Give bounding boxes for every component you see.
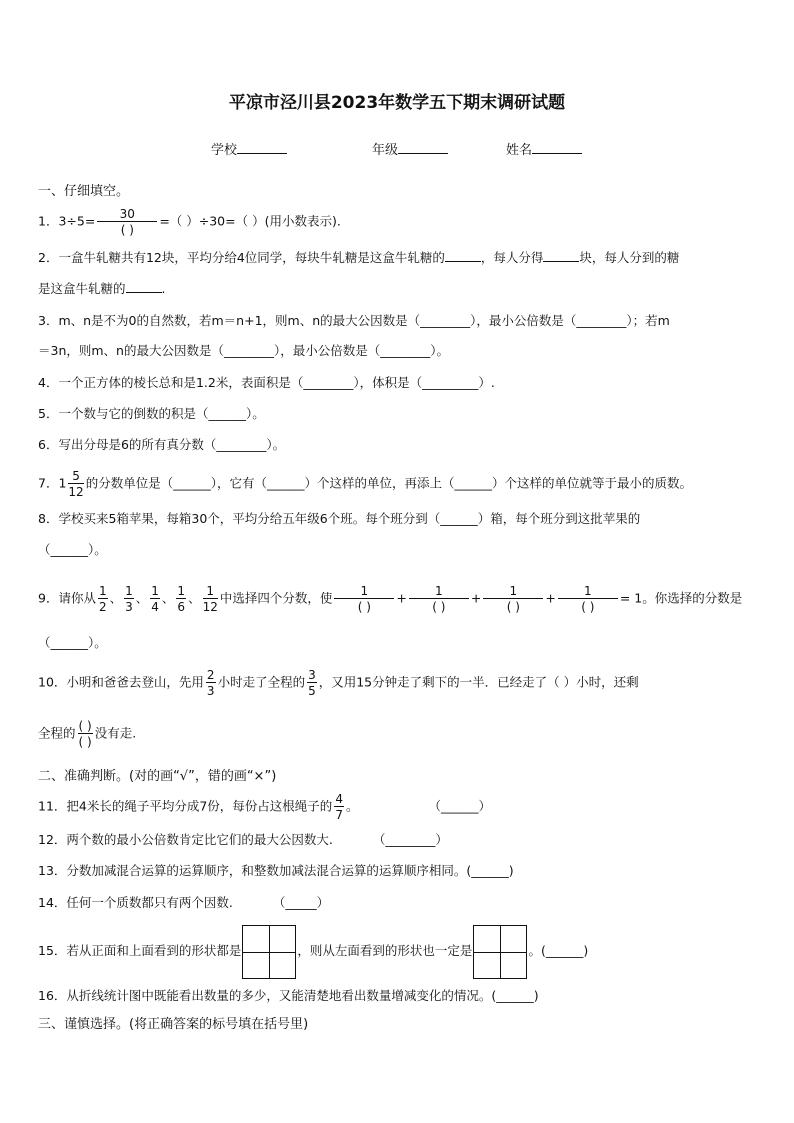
question-14: 14．任何一个质数都只有两个因数. （_____）	[38, 895, 330, 910]
question-4: 4．一个正方体的棱长总和是1.2米，表面积是（________），体积是（_________）.	[38, 375, 495, 390]
q11-answer[interactable]: （______）	[428, 798, 491, 814]
name-blank[interactable]	[532, 140, 582, 154]
q1-fraction: $\frac{30}{( )}$	[97, 208, 157, 236]
question-10-cont: 全程的 $\frac{( )}{( )}$ 没有走.	[38, 719, 137, 749]
grade-label: 年级	[372, 143, 399, 158]
question-7: 7．1 $\frac{5}{12}$ 的分数单位是（______），它有（______）个这样的单位，再添上（______）个这样的单位就等于最小的质数。	[38, 469, 692, 499]
question-6: 6．写出分母是6的所有真分数（________）。	[38, 437, 286, 452]
school-field	[211, 139, 287, 158]
page-title: 平凉市泾川县2023年数学五下期末调研试题	[228, 93, 566, 113]
q9-blank-frac-3[interactable]: $\frac{1}{( )}$	[483, 585, 543, 613]
question-9: 9．请你从 $\frac{1}{2}$ 、 $\frac{1}{3}$ 、 $\frac{1}{4}$ 、 $\frac{1}{6}$ 、 $\frac{1}{12}$ 中选择四个分数，使 $\frac{1}{( )}$ + $\frac{1}{( )}$ + $\frac{1}{( )}$ + $\frac{1}{( )}$ = 1。你选择的分数是	[38, 584, 743, 614]
q9-frac-5: $\frac{1}{12}$	[202, 584, 218, 614]
question-13: 13．分数加减混合运算的运算顺序，和整数加减法混合运算的运算顺序相同。(______)	[38, 863, 514, 878]
q14-answer[interactable]: （_____）	[272, 895, 330, 910]
q2-blank-3[interactable]	[126, 279, 162, 293]
question-5: 5．一个数与它的倒数的积是（______）。	[38, 406, 265, 421]
question-12: 12．两个数的最小公倍数肯定比它们的最大公因数大. （________）	[38, 832, 448, 847]
q9-blank-frac-4[interactable]: $\frac{1}{( )}$	[558, 585, 618, 613]
question-3: 3．m、n是不为0的自然数，若m＝n+1，则m、n的最大公因数是（________），最小公倍数是（________）；若m	[38, 313, 670, 328]
q2-blank-1[interactable]	[445, 248, 481, 262]
question-8-cont: （______）。	[38, 542, 107, 557]
q9-frac-4: $\frac{1}{6}$	[177, 584, 186, 614]
q7-fraction: $\frac{5}{12}$	[68, 469, 84, 499]
question-3-cont: ＝3n，则m、n的最大公因数是（________），最小公倍数是（________）。	[38, 343, 449, 358]
question-8: 8．学校买来5箱苹果，每箱30个，平均分给五年级6个班。每个班分到（______）箱，每个班分到这批苹果的	[38, 511, 641, 526]
q10-frac-1: $\frac{2}{3}$	[206, 668, 215, 698]
q10-frac-2: $\frac{3}{5}$	[308, 668, 316, 698]
q9-blank-frac-1[interactable]: $\frac{1}{( )}$	[334, 585, 394, 613]
question-2: 2．一盒牛轧糖共有12块，平均分给4位同学，每块牛轧糖是这盒牛轧糖的 ，每人分得 块，每人分到的糖	[38, 250, 680, 265]
name-field	[506, 139, 582, 158]
name-label: 姓名	[506, 143, 533, 158]
q9-frac-2: $\frac{1}{3}$	[125, 584, 133, 614]
section-3-heading: 三、谨慎选择。(将正确答案的标号填在括号里)	[38, 1017, 309, 1032]
school-blank[interactable]	[237, 140, 287, 154]
q2-blank-2[interactable]	[543, 248, 579, 262]
question-9-cont: （______）。	[38, 635, 107, 650]
q11-fraction: $\frac{4}{7}$	[335, 792, 343, 822]
q9-frac-1: $\frac{1}{2}$	[98, 584, 107, 614]
question-1: 1．3÷5= $\frac{30}{( )}$ =（ ）÷30=（ ）(用小数表示).	[38, 207, 341, 237]
grid-shape-figure-2	[473, 925, 527, 979]
grade-blank[interactable]	[398, 140, 448, 154]
q10-frac-3[interactable]: $\frac{( )}{( )}$	[78, 719, 92, 749]
section-1-heading: 一、仔细填空。	[38, 184, 130, 199]
q9-blank-frac-2[interactable]: $\frac{1}{( )}$	[409, 585, 469, 613]
q12-answer[interactable]: （________）	[372, 832, 448, 847]
question-16: 16．从折线统计图中既能看出数量的多少，又能清楚地看出数量增减变化的情况。(______)	[38, 988, 539, 1003]
question-2-cont: 是这盒牛轧糖的 .	[38, 281, 166, 296]
grade-field	[372, 139, 448, 158]
question-11: 11．把4米长的绳子平均分成7份，每份占这根绳子的 $\frac{4}{7}$ 。 （______）	[38, 792, 491, 822]
question-10: 10．小明和爸爸去登山，先用 $\frac{2}{3}$ 小时走了全程的 $\frac{3}{5}$ ，又用15分钟走了剩下的一半．已经走了（ ）小时，还剩	[38, 668, 639, 698]
section-2-heading: 二、准确判断。(对的画“√”，错的画“×”)	[38, 769, 277, 784]
q9-frac-3: $\frac{1}{4}$	[151, 584, 159, 614]
school-label: 学校	[211, 143, 238, 158]
question-15: 15．若从正面和上面看到的形状都是 ，则从左面看到的形状也一定是 。(______)	[38, 924, 588, 979]
grid-shape-figure-1	[242, 925, 296, 979]
